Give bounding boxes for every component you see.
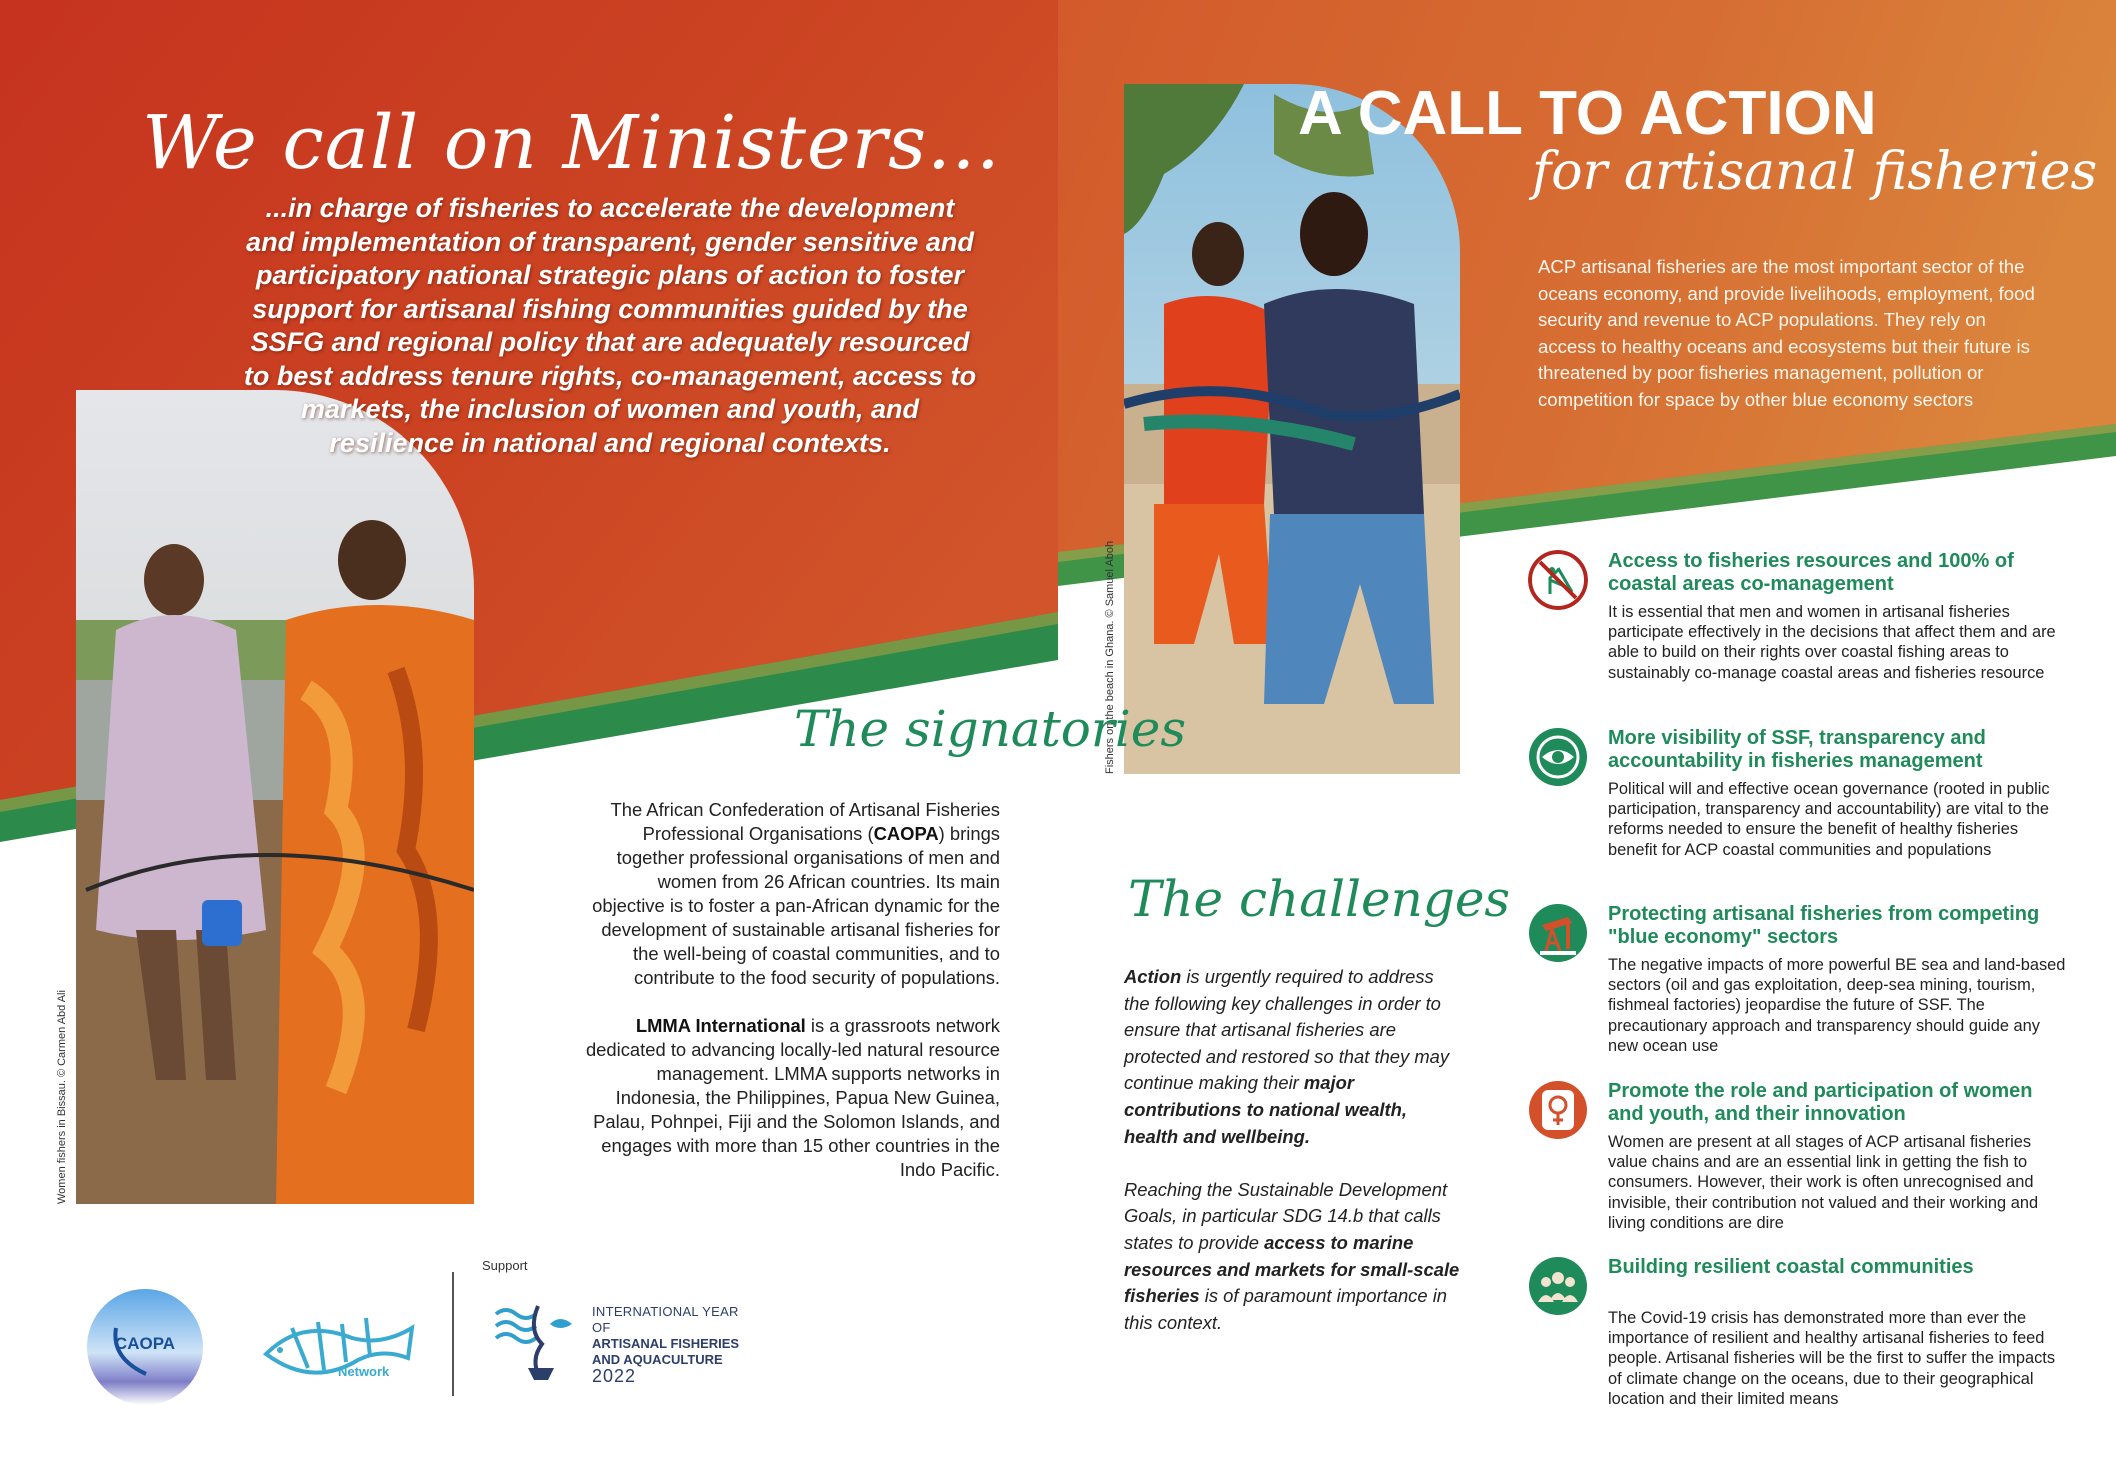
- support-label: Support: [482, 1258, 528, 1273]
- female-symbol-icon: [1528, 1080, 1588, 1140]
- signatories-body: [580, 798, 1000, 1206]
- challenge-title: More visibility of SSF, transparency and accountability in fisheries management: [1608, 727, 1986, 772]
- challenges-text-1: is urgently required to address the following key challenges in order to ensure that artisanal fisheries are protected and restored so that they may continue making their: [1124, 966, 1450, 1094]
- challenge-title: Building resilient coastal communities: [1608, 1256, 1974, 1278]
- iyafa-line-1: INTERNATIONAL YEAR OF: [592, 1304, 739, 1335]
- ghana-fishers-photo: [1124, 84, 1460, 774]
- logo-divider: [452, 1272, 454, 1396]
- challenges-action-word: Action: [1124, 966, 1182, 987]
- challenges-body: [1124, 964, 1464, 1363]
- caopa-logo-text: CAOPA: [114, 1334, 176, 1353]
- women-fishers-photo: [76, 390, 474, 1204]
- fishers-photo-credit: Fishers on the beach in Ghana. © Samuel Aboh: [1104, 540, 1116, 774]
- lmma-name: LMMA International: [635, 1015, 806, 1036]
- eye-icon: [1528, 727, 1588, 787]
- oil-pump-icon: [1528, 903, 1588, 963]
- challenges-text-3: is of paramount importance in this context.: [1124, 1285, 1448, 1333]
- caopa-paragraph: [580, 798, 1000, 990]
- challenges-text-2: Reaching the Sustainable Development Goals, in particular SDG 14.b that calls states to provide: [1124, 1178, 1448, 1253]
- caopa-text-end: ) brings together professional organisations of men and women from 26 African countries. Its main objective is to foster a pan-African dynamic for the development of sustainable artisanal fisheries for the well-being of coastal communities, and to contribute to the food security of populations.: [592, 823, 1000, 988]
- signatories-heading: The signatories: [794, 700, 1187, 758]
- iyafa-logo: [494, 1300, 580, 1384]
- challenge-text: It is essential that men and women in artisanal fisheries participate effectively in the decisions that affect them and are able to build on their rights over coastal fishing areas to sustainably co-manage coastal areas and fisheries resource: [1608, 603, 2056, 682]
- iyafa-line-2: ARTISANAL FISHERIES: [592, 1336, 740, 1351]
- no-fishing-icon: [1528, 550, 1588, 610]
- caopa-acronym: CAOPA: [873, 823, 939, 844]
- iyafa-year: 2022: [592, 1366, 637, 1386]
- caopa-text-start: The African Confederation of Artisanal Fisheries Professional Organisations (: [610, 799, 1000, 844]
- challenge-text: Women are present at all stages of ACP artisanal fisheries value chains and are an essential link in getting the fish to consumers. However, their work is often unrecognised and invisible, their contribution not valued and their working and living conditions are dire: [1608, 1133, 2039, 1232]
- lmma-fish-logo: [262, 1298, 422, 1394]
- challenge-text: The negative impacts of more powerful BE sea and land-based sectors (oil and gas exploitation, deep-sea mining, tourism, fishmeal factories) jeopardise the future of SSF. The precautionary approach and transparency should guide any new ocean use: [1608, 956, 2066, 1055]
- lmma-network-label: Network: [338, 1364, 390, 1379]
- challenge-text: The Covid-19 crisis has demonstrated more than ever the importance of resilient and healthy artisanal fisheries to feed people. Artisanal fisheries will be the first to suffer the impacts of climate change on the oceans, due to their geographical location and their limited means: [1608, 1309, 2056, 1408]
- ministers-heading: We call on Ministers...: [142, 100, 1001, 186]
- challenges-heading: The challenges: [1128, 870, 1511, 928]
- challenges-bold-1: major contributions to national wealth, health and wellbeing.: [1124, 1072, 1408, 1147]
- challenge-title: Protecting artisanal fisheries from competing "blue economy" sectors: [1608, 903, 2040, 948]
- challenge-title: Access to fisheries resources and 100% of coastal areas co-management: [1608, 550, 2014, 595]
- challenges-bold-2: access to marine resources and markets for small-scale fisheries: [1124, 1231, 1460, 1307]
- ministers-statement: ...in charge of fisheries to accelerate the development and implementation of transparent, gender sensitive and participatory national strategic plans of action to foster support for artisanal fishing communities guided by the SSFG and regional policy that are adequately resourced to best address tenure rights, co-management, access to markets, the inclusion of women and youth, and resilience in national and regional contexts.: [243, 193, 977, 458]
- women-photo-credit: Women fishers in Bissau. © Carmen Abd Ali: [56, 990, 68, 1204]
- challenges-paragraph-2: [1124, 1177, 1464, 1337]
- community-icon: [1528, 1256, 1588, 1316]
- challenge-title: Promote the role and participation of women and youth, and their innovation: [1608, 1080, 2033, 1125]
- call-to-action-subtitle: for artisanal fisheries: [1532, 142, 2098, 202]
- iyafa-line-3: AND AQUACULTURE: [592, 1352, 723, 1367]
- challenges-paragraph-1: [1124, 964, 1464, 1150]
- challenge-text: Political will and effective ocean governance (rooted in public participation, transparency and accountability) are vital to the reforms needed to ensure the benefit of healthy fisheries benefit for ACP coastal communities and populations: [1608, 780, 2050, 859]
- call-to-action-title: A CALL TO ACTION: [1298, 79, 1877, 148]
- intro-paragraph: ACP artisanal fisheries are the most important sector of the oceans economy, and provide livelihoods, employment, food security and revenue to ACP populations. They rely on access to healthy oceans and ecosystems but their future is threatened by poor fisheries management, pollution or competition for space by other blue economy sectors: [1538, 256, 2035, 410]
- lmma-text: is a grassroots network dedicated to advancing locally-led natural resource management. LMMA supports networks in Indonesia, the Philippines, Papua New Guinea, Palau, Pohnpei, Fiji and the Solomon Islands, and engages with more than 15 other countries in the Indo Pacific.: [585, 1015, 1000, 1180]
- iyafa-text: [592, 1304, 752, 1384]
- lmma-paragraph: [580, 1014, 1000, 1182]
